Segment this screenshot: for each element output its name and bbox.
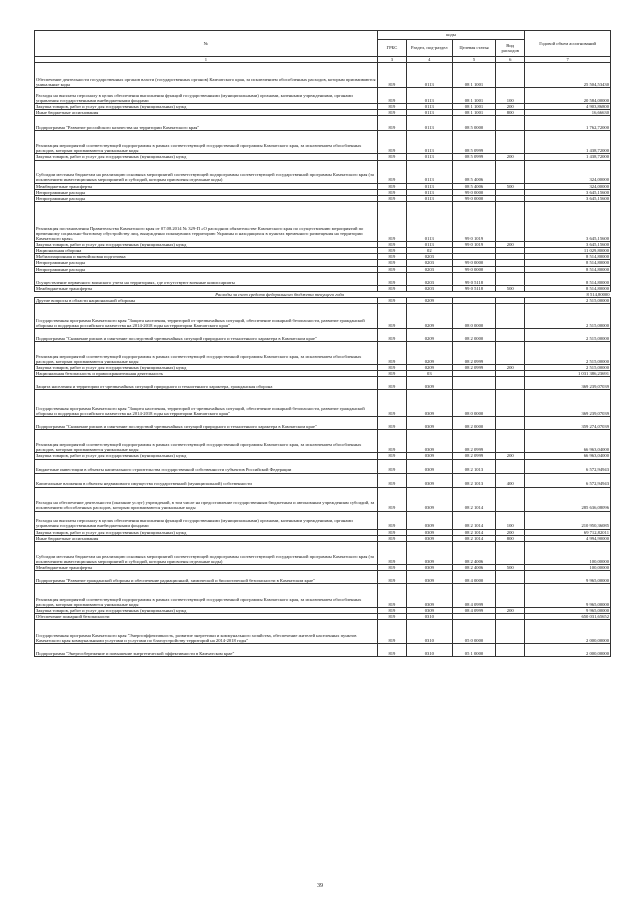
row-grbs-code: 819 (377, 607, 406, 613)
row-section-code: 0113 (406, 110, 452, 116)
row-section-code: 0113 (406, 88, 452, 104)
row-grbs-code: 819 (377, 160, 406, 183)
row-section-code: 0309 (406, 511, 452, 529)
row-expense-type (496, 342, 525, 365)
row-section-code: 0309 (406, 390, 452, 417)
row-grbs-code: 819 (377, 529, 406, 535)
row-expense-type: 200 (496, 104, 525, 110)
row-expense-type: 100 (496, 88, 525, 104)
row-expense-type: 200 (496, 529, 525, 535)
row-amount: 2 515,00000 (525, 304, 611, 329)
row-expense-type (496, 459, 525, 473)
table-row (35, 620, 611, 644)
row-amount: 2 515,00000 (525, 365, 611, 371)
row-grbs-code: 819 (377, 329, 406, 342)
row-expense-type (496, 430, 525, 453)
row-name: Государственная программа Камчатского края "Энергоэффективность, развитие энергетики и коммунального хозяйства, обеспечение жителей населенных пунктов Камчатского края коммунальными услугами и услугами по благоустройству территорий на 2014-2018 годы" (35, 620, 378, 644)
table-row (35, 417, 611, 430)
row-expense-type: 200 (496, 365, 525, 371)
row-target-article: 08 2 1014 (452, 535, 495, 541)
row-amount: 4 994,90000 (525, 535, 611, 541)
row-target-article: 08 2 4006 (452, 541, 495, 564)
row-name: Закупка товаров, работ и услуг для государственных (муниципальных) нужд (35, 607, 378, 613)
row-name: Реализация постановления Правительства Камчатского края от 07.08.2014 № 329-П «О расходном обязательстве Камчатского края по осуществлению мероприятий по временному социально-бытовому обустройству лиц, вынужденно покинувших территорию Украины и находящихся в пунктах временного размещения на территории Камчатского края» (35, 201, 378, 241)
row-name: Субсидии местным бюджетам на реализацию основных мероприятий соответствующей подпрограммы соответствующей государственной программы Камчатского края (за исключением инвестиционных мероприятий и субсидий, которым присвоены отдельные коды) (35, 541, 378, 564)
row-name: Другие вопросы в области национальной обороны (35, 297, 378, 303)
row-target-article: 08 2 0999 (452, 453, 495, 459)
row-section-code: 0309 (406, 564, 452, 570)
row-grbs-code: 819 (377, 390, 406, 417)
row-name: Реализация мероприятий соответствующей подпрограммы в рамках соответствующей государственной программы Камчатского края, за исключением обособленных расходов, которым присваиваются уникальные коды (35, 583, 378, 607)
row-grbs-code: 819 (377, 189, 406, 195)
header-section: Раздел, под-раздел (406, 40, 452, 57)
row-expense-type: 200 (496, 453, 525, 459)
row-grbs-code: 819 (377, 570, 406, 583)
row-target-article: 08 4 0999 (452, 607, 495, 613)
row-grbs-code: 819 (377, 583, 406, 607)
row-target-article: 08 2 1014 (452, 511, 495, 529)
row-amount: 100,00000 (525, 564, 611, 570)
row-amount: 16,66630 (525, 110, 611, 116)
row-section-code: 0309 (406, 453, 452, 459)
row-amount: 8 514,80000 (525, 260, 611, 266)
row-expense-type: 200 (496, 241, 525, 247)
row-target-article: 99 0 0000 (452, 195, 495, 201)
row-section-code: 0309 (406, 583, 452, 607)
row-section-code: 0113 (406, 160, 452, 183)
row-expense-type: 200 (496, 607, 525, 613)
row-target-article: 99 0 0000 (452, 266, 495, 272)
row-name: Подпрограмма "Снижение рисков и смягчение последствий чрезвычайных ситуаций природного и техногенного характера в Камчатском крае" (35, 329, 378, 342)
row-expense-type (496, 570, 525, 583)
row-name: Национальная безопасность и правоохранительная деятельность (35, 371, 378, 377)
row-section-code: 0309 (406, 430, 452, 453)
row-name: Подпрограмма "Развитие российского казачества на территории Камчатского края" (35, 116, 378, 131)
row-target-article: 08 2 1014 (452, 529, 495, 535)
row-expense-type: 500 (496, 183, 525, 189)
table-row (35, 131, 611, 154)
row-grbs-code: 819 (377, 183, 406, 189)
row-target-article: 08 5 4006 (452, 183, 495, 189)
row-amount: 3 645,15600 (525, 201, 611, 241)
row-grbs-code: 819 (377, 304, 406, 329)
row-amount: 285 636,08096 (525, 487, 611, 511)
table-row (35, 88, 611, 104)
row-expense-type: 500 (496, 564, 525, 570)
row-grbs-code: 819 (377, 266, 406, 272)
row-section-code: 02 (406, 248, 452, 254)
row-name: Мобилизационная и вневойсковая подготовка (35, 254, 378, 260)
row-expense-type (496, 201, 525, 241)
row-grbs-code: 819 (377, 620, 406, 644)
row-name: Иные бюджетные ассигнования (35, 535, 378, 541)
row-expense-type (496, 304, 525, 329)
row-amount: 2 515,00000 (525, 297, 611, 303)
row-section-code: 0209 (406, 304, 452, 329)
row-section-code: 0209 (406, 297, 452, 303)
table-row (35, 377, 611, 390)
row-expense-type (496, 160, 525, 183)
row-target-article: 08 5 0000 (452, 116, 495, 131)
header-index-1: 1 (35, 57, 378, 63)
row-grbs-code: 819 (377, 272, 406, 285)
row-grbs-code: 819 (377, 644, 406, 657)
row-name: Защита населения и территории от чрезвычайных ситуаций природного и техногенного характера, гражданская оборона (35, 377, 378, 390)
row-expense-type: 200 (496, 154, 525, 160)
row-note: Расходы за счет средств федерального бюджета текущего года (35, 291, 525, 297)
header-index-3: 3 (377, 57, 406, 63)
row-name: Подпрограмма "Энергосбережение и повышение энергетической эффективности в Камчатском крае" (35, 644, 378, 657)
row-target-article: 08 2 1014 (452, 487, 495, 511)
row-grbs-code: 819 (377, 511, 406, 529)
row-name: Реализация мероприятий соответствующей подпрограммы в рамках соответствующей государственной программы Камчатского края, за исключением обособленных расходов, которым присваиваются уникальные коды (35, 131, 378, 154)
row-amount: 1 438,72000 (525, 131, 611, 154)
row-name: Подпрограмма "Развитие гражданской обороны и обеспечение радиационной, химической и биологической безопасности в Камчатском крае" (35, 570, 378, 583)
row-grbs-code: 819 (377, 564, 406, 570)
row-section-code: 0203 (406, 272, 452, 285)
row-amount: 66 963,04000 (525, 430, 611, 453)
row-target-article: 99 0 0000 (452, 189, 495, 195)
row-section-code: 0310 (406, 614, 452, 620)
row-grbs-code: 819 (377, 417, 406, 430)
row-grbs-code: 819 (377, 371, 406, 377)
table-row (35, 63, 611, 88)
row-grbs-code: 819 (377, 365, 406, 371)
table-row (35, 459, 611, 473)
row-expense-type (496, 487, 525, 511)
row-target-article: 08 5 0999 (452, 154, 495, 160)
row-amount: 9 965,00000 (525, 607, 611, 613)
row-section-code: 0209 (406, 342, 452, 365)
row-name: Иные бюджетные ассигнования (35, 110, 378, 116)
row-amount: 66 963,04000 (525, 453, 611, 459)
row-grbs-code: 819 (377, 430, 406, 453)
table-row (35, 583, 611, 607)
row-expense-type (496, 329, 525, 342)
table-row (35, 201, 611, 241)
row-amount: 8 514,80000 (525, 272, 611, 285)
row-section-code: 0113 (406, 131, 452, 154)
row-section-code: 0203 (406, 285, 452, 291)
header-codes: коды (377, 31, 524, 40)
header-num: № (35, 31, 378, 57)
table-row (35, 473, 611, 487)
row-name: Закупка товаров, работ и услуг для государственных (муниципальных) нужд (35, 241, 378, 247)
row-section-code: 0209 (406, 329, 452, 342)
row-expense-type (496, 63, 525, 88)
row-grbs-code: 819 (377, 63, 406, 88)
row-amount: 8 514,80000 (525, 254, 611, 260)
header-target-article: Целевая статья (452, 40, 495, 57)
row-grbs-code: 819 (377, 342, 406, 365)
row-section-code: 0309 (406, 417, 452, 430)
row-amount: 2 000,00000 (525, 644, 611, 657)
row-name: Закупка товаров, работ и услуг для государственных (муниципальных) нужд (35, 529, 378, 535)
row-amount: 210 950,36085 (525, 511, 611, 529)
row-target-article: 99 0 1019 (452, 241, 495, 247)
row-section-code: 03 (406, 371, 452, 377)
row-target-article: 08 2 1013 (452, 473, 495, 487)
row-section-code: 0113 (406, 63, 452, 88)
row-section-code: 0113 (406, 104, 452, 110)
row-name: Капитальные вложения в объекты недвижимого имущества государственной (муниципальной) собственности (35, 473, 378, 487)
row-target-article: 08 2 0999 (452, 342, 495, 365)
table-row (35, 304, 611, 329)
row-expense-type: 800 (496, 535, 525, 541)
row-expense-type: 500 (496, 285, 525, 291)
row-section-code: 0203 (406, 254, 452, 260)
row-expense-type (496, 116, 525, 131)
row-grbs-code: 819 (377, 260, 406, 266)
row-name: Межбюджетные трансферты (35, 285, 378, 291)
row-name: Непрограммные расходы (35, 189, 378, 195)
header-index-5: 5 (452, 57, 495, 63)
row-grbs-code: 819 (377, 614, 406, 620)
row-name: Закупка товаров, работ и услуг для государственных (муниципальных) нужд (35, 453, 378, 459)
row-amount: 2 515,00000 (525, 329, 611, 342)
row-name: Закупка товаров, работ и услуг для государственных (муниципальных) нужд (35, 365, 378, 371)
row-grbs-code: 819 (377, 473, 406, 487)
row-name: Обеспечение деятельности государственных органов власти (государственных органов) Камчатского края, за исключением обособленных расходов, которым присваиваются уникальные коды (35, 63, 378, 88)
row-expense-type (496, 390, 525, 417)
row-amount: 3 645,15600 (525, 189, 611, 195)
row-grbs-code: 819 (377, 248, 406, 254)
table-row (35, 329, 611, 342)
row-target-article: 08 2 4006 (452, 564, 495, 570)
table-row (35, 541, 611, 564)
row-amount: 11 029,80000 (525, 248, 611, 254)
row-amount: 69 712,82011 (525, 529, 611, 535)
row-name: Закупка товаров, работ и услуг для государственных (муниципальных) нужд (35, 154, 378, 160)
row-amount: 324,00000 (525, 160, 611, 183)
row-name: Государственная программа Камчатского края "Защита населения, территорий от чрезвычайных ситуаций, обеспечение пожарной безопасности, развитие гражданской обороны и поддержка российского казачества на 2014-2018 годы на территории Камчатского края" (35, 390, 378, 417)
row-section-code: 0309 (406, 529, 452, 535)
table-row (35, 570, 611, 583)
row-name: Реализация мероприятий соответствующей подпрограммы в рамках соответствующей государственной программы Камчатского края, за исключением обособленных расходов, которым присваиваются уникальные коды (35, 342, 378, 365)
row-target-article: 08 2 0000 (452, 417, 495, 430)
row-target-article (452, 377, 495, 390)
row-expense-type (496, 620, 525, 644)
row-target-article: 99 0 5118 (452, 285, 495, 291)
row-expense-type (496, 644, 525, 657)
row-grbs-code: 819 (377, 104, 406, 110)
row-expense-type: 100 (496, 511, 525, 529)
row-target-article: 08 1 1001 (452, 104, 495, 110)
row-name: Подпрограмма "Снижение рисков и смягчение последствий чрезвычайных ситуаций природного и техногенного характера в Камчатском крае" (35, 417, 378, 430)
header-index-6: 6 (496, 57, 525, 63)
header-index-7: 7 (525, 57, 611, 63)
row-grbs-code: 819 (377, 459, 406, 473)
row-target-article: 08 5 0999 (452, 131, 495, 154)
row-amount: 8 514,80000 (525, 266, 611, 272)
row-target-article: 99 0 5118 (452, 272, 495, 285)
row-expense-type: 400 (496, 473, 525, 487)
header-expense-type: Вид расходов (496, 40, 525, 57)
row-amount: 4 903,86800 (525, 104, 611, 110)
row-expense-type: 800 (496, 110, 525, 116)
row-section-code: 0113 (406, 241, 452, 247)
row-section-code: 0309 (406, 570, 452, 583)
row-section-code: 0309 (406, 541, 452, 564)
row-section-code: 0113 (406, 201, 452, 241)
row-section-code: 0310 (406, 644, 452, 657)
row-name: Реализация мероприятий соответствующей подпрограммы в рамках соответствующей государственной программы Камчатского края, за исключением обособленных расходов, которым присваиваются уникальные коды (35, 430, 378, 453)
row-grbs-code: 819 (377, 110, 406, 116)
table-row (35, 116, 611, 131)
row-section-code: 0113 (406, 189, 452, 195)
row-target-article: 08 1 1001 (452, 88, 495, 104)
table-body (35, 63, 611, 657)
row-amount: 9 965,00000 (525, 583, 611, 607)
row-grbs-code: 819 (377, 453, 406, 459)
row-amount: 324,00000 (525, 183, 611, 189)
table-row (35, 430, 611, 453)
row-name: Бюджетные инвестиции в объекты капитального строительства государственной собственности субъектов Российской Федерации (35, 459, 378, 473)
row-name: Непрограммные расходы (35, 195, 378, 201)
row-target-article: 99 0 1019 (452, 201, 495, 241)
row-amount: 2 000,00000 (525, 620, 611, 644)
row-expense-type (496, 377, 525, 390)
row-target-article: 08 1 1001 (452, 110, 495, 116)
row-section-code: 0203 (406, 266, 452, 272)
row-grbs-code: 819 (377, 241, 406, 247)
row-amount: 359 274,07039 (525, 417, 611, 430)
row-section-code: 0113 (406, 183, 452, 189)
row-amount: 369 239,07039 (525, 390, 611, 417)
row-name: Национальная оборона (35, 248, 378, 254)
row-target-article: 08 4 0000 (452, 570, 495, 583)
table-header (35, 31, 611, 63)
row-section-code: 0309 (406, 377, 452, 390)
header-grbs: ГРБС (377, 40, 406, 57)
row-target-article: 08 2 0000 (452, 329, 495, 342)
row-target-article: 08 5 4006 (452, 160, 495, 183)
table-row (35, 342, 611, 365)
header-sum: Годовой объем ассигнований (525, 31, 611, 57)
row-section-code: 0113 (406, 154, 452, 160)
row-grbs-code: 819 (377, 535, 406, 541)
row-amount: 369 239,07039 (525, 377, 611, 390)
row-name: Расходы на обеспечение деятельности (оказание услуг) учреждений, в том числе на предоставление государственным бюджетным и автономным учреждениям субсидий, за исключением обособленных расходов, которым присваиваются уникальные коды (35, 487, 378, 511)
row-name: Расходы на выплаты персоналу в целях обеспечения выполнения функций государственными (муниципальными) органами, казенными учреждениями, органами управления государственными внебюджетными фондами (35, 88, 378, 104)
row-name: Межбюджетные трансферты (35, 564, 378, 570)
row-target-article: 08 4 0999 (452, 583, 495, 607)
row-name: Непрограммные расходы (35, 260, 378, 266)
row-amount: 2 515,00000 (525, 342, 611, 365)
row-grbs-code: 819 (377, 131, 406, 154)
header-index-4: 4 (406, 57, 452, 63)
row-amount: 20 584,00000 (525, 88, 611, 104)
row-section-code: 0203 (406, 260, 452, 266)
row-name: Осуществление первичного воинского учета на территориях, где отсутствуют военные комиссариаты (35, 272, 378, 285)
row-expense-type (496, 272, 525, 285)
row-expense-type (496, 417, 525, 430)
row-section-code: 0113 (406, 195, 452, 201)
row-target-article: 08 0 0000 (452, 304, 495, 329)
row-amount: 650 031,65652 (525, 614, 611, 620)
row-name: Субсидии местным бюджетам на реализацию основных мероприятий соответствующей подпрограммы соответствующей государственной программы Камчатского края (за исключением инвестиционных мероприятий и субсидий, которым присвоены отдельные коды) (35, 160, 378, 183)
row-section-code: 0209 (406, 365, 452, 371)
row-expense-type (496, 131, 525, 154)
row-amount: 9 965,00000 (525, 570, 611, 583)
row-section-code: 0309 (406, 473, 452, 487)
row-grbs-code: 819 (377, 201, 406, 241)
row-grbs-code: 819 (377, 297, 406, 303)
row-amount: 6 572,94943 (525, 473, 611, 487)
row-grbs-code: 819 (377, 254, 406, 260)
table-row (35, 511, 611, 529)
row-grbs-code: 819 (377, 154, 406, 160)
row-name: Расходы на выплаты персоналу в целях обеспечения выполнения функций государственными (муниципальными) органами, казенными учреждениями, органами управления государственными внебюджетными фондами (35, 511, 378, 529)
row-grbs-code: 819 (377, 541, 406, 564)
row-name: Закупка товаров, работ и услуг для государственных (муниципальных) нужд (35, 104, 378, 110)
row-target-article: 08 2 0999 (452, 365, 495, 371)
row-target-article: 99 0 0000 (452, 260, 495, 266)
row-name: Обеспечение пожарной безопасности (35, 614, 378, 620)
page-number: 39 (317, 883, 323, 889)
row-name: Непрограммные расходы (35, 266, 378, 272)
row-amount: 25 504,53430 (525, 63, 611, 88)
row-grbs-code: 819 (377, 88, 406, 104)
row-section-code: 0309 (406, 607, 452, 613)
row-target-article: 08 0 0000 (452, 390, 495, 417)
row-expense-type (496, 541, 525, 564)
row-target-article: 08 2 1013 (452, 459, 495, 473)
row-grbs-code: 819 (377, 487, 406, 511)
row-name: Межбюджетные трансферты (35, 183, 378, 189)
row-amount: 100,00000 (525, 541, 611, 564)
row-amount: 8 514,80000 (525, 285, 611, 291)
row-amount: 1 438,72000 (525, 154, 611, 160)
table-row (35, 644, 611, 657)
row-grbs-code: 819 (377, 116, 406, 131)
row-section-code: 0309 (406, 459, 452, 473)
row-section-code: 0309 (406, 487, 452, 511)
row-grbs-code: 819 (377, 195, 406, 201)
table-row (35, 390, 611, 417)
budget-table (34, 30, 611, 657)
row-grbs-code: 819 (377, 285, 406, 291)
row-amount: 3 645,15600 (525, 241, 611, 247)
row-amount: 6 572,94943 (525, 459, 611, 473)
row-section-code: 0113 (406, 116, 452, 131)
row-grbs-code: 819 (377, 377, 406, 390)
table-row (35, 487, 611, 511)
row-target-article: 08 1 1001 (452, 63, 495, 88)
row-amount: 1 762,72000 (525, 116, 611, 131)
row-amount: 8 514,80000 (586, 291, 610, 297)
table-row (35, 160, 611, 183)
row-amount: 1 031 386,23691 (525, 371, 611, 377)
row-name: Государственная программа Камчатского края "Защита населения, территорий от чрезвычайных ситуаций, обеспечение пожарной безопасности, развитие гражданской обороны и поддержка российского казачества на 2014-2018 годы на территории Камчатского края" (35, 304, 378, 329)
row-target-article: 05 1 0000 (452, 644, 495, 657)
row-target-article: 05 0 0000 (452, 620, 495, 644)
row-target-article: 08 2 0999 (452, 430, 495, 453)
row-section-code: 0310 (406, 620, 452, 644)
row-section-code: 0309 (406, 535, 452, 541)
table-row (35, 272, 611, 285)
row-amount: 3 645,15600 (525, 195, 611, 201)
row-expense-type (496, 583, 525, 607)
